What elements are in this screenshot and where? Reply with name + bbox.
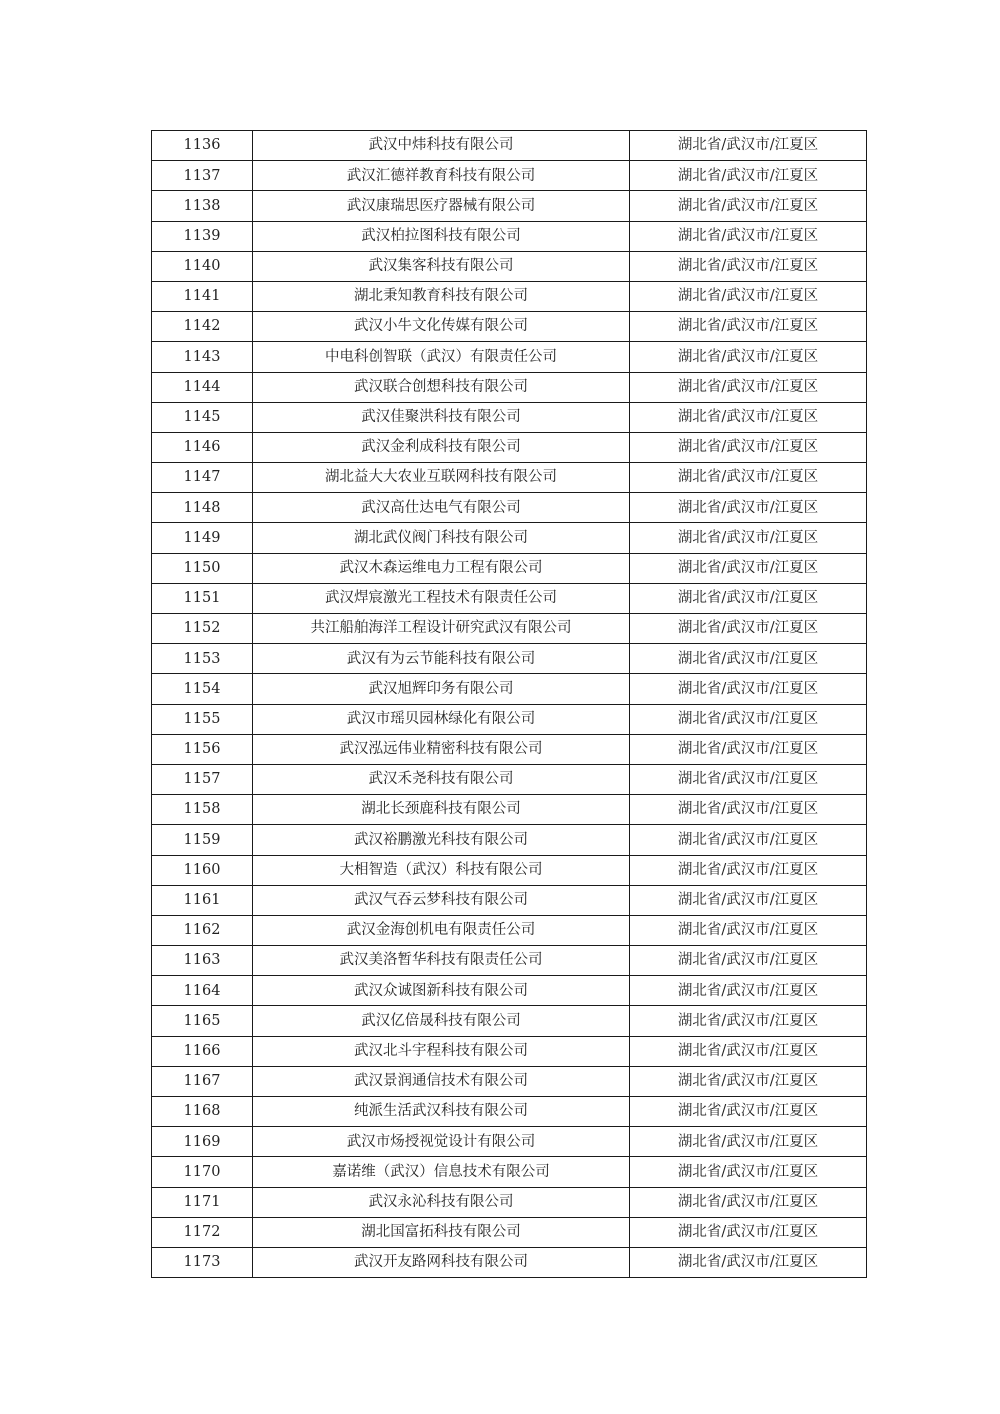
company-name-cell: 共江船舶海洋工程设计研究武汉有限公司 <box>253 614 630 644</box>
company-name-cell: 武汉美洛暂华科技有限责任公司 <box>253 946 630 976</box>
region-cell: 湖北省/武汉市/江夏区 <box>630 463 867 493</box>
table-row <box>152 674 867 704</box>
region-cell: 湖北省/武汉市/江夏区 <box>630 583 867 613</box>
row-number-cell: 1141 <box>152 281 253 311</box>
company-name-cell: 武汉景润通信技术有限公司 <box>253 1066 630 1096</box>
company-name-cell: 武汉中炜科技有限公司 <box>253 131 630 161</box>
row-number-cell: 1150 <box>152 553 253 583</box>
table-row <box>152 432 867 462</box>
company-name-cell: 武汉众诚图新科技有限公司 <box>253 976 630 1006</box>
region-cell: 湖北省/武汉市/江夏区 <box>630 493 867 523</box>
region-cell: 湖北省/武汉市/江夏区 <box>630 523 867 553</box>
table-row <box>152 251 867 281</box>
table-row <box>152 704 867 734</box>
table-row <box>152 463 867 493</box>
row-number-cell: 1140 <box>152 251 253 281</box>
row-number-cell: 1159 <box>152 825 253 855</box>
table-row <box>152 342 867 372</box>
region-cell: 湖北省/武汉市/江夏区 <box>630 946 867 976</box>
region-cell: 湖北省/武汉市/江夏区 <box>630 795 867 825</box>
company-name-cell: 武汉北斗宇程科技有限公司 <box>253 1036 630 1066</box>
table-row <box>152 191 867 221</box>
company-table-body <box>152 131 867 1278</box>
region-cell: 湖北省/武汉市/江夏区 <box>630 553 867 583</box>
row-number-cell: 1154 <box>152 674 253 704</box>
region-cell: 湖北省/武汉市/江夏区 <box>630 704 867 734</box>
company-name-cell: 武汉集客科技有限公司 <box>253 251 630 281</box>
region-cell: 湖北省/武汉市/江夏区 <box>630 614 867 644</box>
table-row <box>152 553 867 583</box>
table-row <box>152 885 867 915</box>
row-number-cell: 1148 <box>152 493 253 523</box>
region-cell: 湖北省/武汉市/江夏区 <box>630 1247 867 1277</box>
company-name-cell: 武汉亿倍晟科技有限公司 <box>253 1006 630 1036</box>
table-row <box>152 1097 867 1127</box>
row-number-cell: 1168 <box>152 1097 253 1127</box>
table-row <box>152 493 867 523</box>
row-number-cell: 1160 <box>152 855 253 885</box>
row-number-cell: 1142 <box>152 312 253 342</box>
region-cell: 湖北省/武汉市/江夏区 <box>630 764 867 794</box>
table-row <box>152 976 867 1006</box>
row-number-cell: 1143 <box>152 342 253 372</box>
row-number-cell: 1170 <box>152 1157 253 1187</box>
row-number-cell: 1137 <box>152 161 253 191</box>
table-row <box>152 734 867 764</box>
table-row <box>152 915 867 945</box>
table-row <box>152 221 867 251</box>
region-cell: 湖北省/武汉市/江夏区 <box>630 1157 867 1187</box>
company-name-cell: 武汉柏拉图科技有限公司 <box>253 221 630 251</box>
region-cell: 湖北省/武汉市/江夏区 <box>630 1006 867 1036</box>
table-row <box>152 1036 867 1066</box>
table-row <box>152 764 867 794</box>
company-name-cell: 武汉泓远伟业精密科技有限公司 <box>253 734 630 764</box>
company-name-cell: 武汉焊宸激光工程技术有限责任公司 <box>253 583 630 613</box>
row-number-cell: 1139 <box>152 221 253 251</box>
company-name-cell: 武汉木森运维电力工程有限公司 <box>253 553 630 583</box>
row-number-cell: 1157 <box>152 764 253 794</box>
company-name-cell: 武汉开友路网科技有限公司 <box>253 1247 630 1277</box>
row-number-cell: 1152 <box>152 614 253 644</box>
table-row <box>152 946 867 976</box>
region-cell: 湖北省/武汉市/江夏区 <box>630 191 867 221</box>
row-number-cell: 1172 <box>152 1217 253 1247</box>
region-cell: 湖北省/武汉市/江夏区 <box>630 674 867 704</box>
row-number-cell: 1167 <box>152 1066 253 1096</box>
company-name-cell: 武汉高仕达电气有限公司 <box>253 493 630 523</box>
company-name-cell: 武汉永沁科技有限公司 <box>253 1187 630 1217</box>
company-name-cell: 湖北长颈鹿科技有限公司 <box>253 795 630 825</box>
company-name-cell: 武汉市瑶贝园林绿化有限公司 <box>253 704 630 734</box>
company-name-cell: 武汉金海创机电有限责任公司 <box>253 915 630 945</box>
table-row <box>152 131 867 161</box>
table-row <box>152 372 867 402</box>
company-name-cell: 武汉康瑞思医疗器械有限公司 <box>253 191 630 221</box>
table-row <box>152 1006 867 1036</box>
row-number-cell: 1162 <box>152 915 253 945</box>
table-row <box>152 795 867 825</box>
row-number-cell: 1147 <box>152 463 253 493</box>
company-name-cell: 武汉佳聚洪科技有限公司 <box>253 402 630 432</box>
table-row <box>152 161 867 191</box>
company-name-cell: 武汉市炀授视觉设计有限公司 <box>253 1127 630 1157</box>
row-number-cell: 1151 <box>152 583 253 613</box>
row-number-cell: 1165 <box>152 1006 253 1036</box>
company-name-cell: 湖北益大大农业互联网科技有限公司 <box>253 463 630 493</box>
company-name-cell: 中电科创智联（武汉）有限责任公司 <box>253 342 630 372</box>
region-cell: 湖北省/武汉市/江夏区 <box>630 915 867 945</box>
row-number-cell: 1146 <box>152 432 253 462</box>
table-row <box>152 855 867 885</box>
table-row <box>152 644 867 674</box>
company-name-cell: 湖北武仪阀门科技有限公司 <box>253 523 630 553</box>
company-name-cell: 湖北秉知教育科技有限公司 <box>253 281 630 311</box>
row-number-cell: 1158 <box>152 795 253 825</box>
row-number-cell: 1145 <box>152 402 253 432</box>
table-row <box>152 614 867 644</box>
region-cell: 湖北省/武汉市/江夏区 <box>630 251 867 281</box>
row-number-cell: 1153 <box>152 644 253 674</box>
region-cell: 湖北省/武汉市/江夏区 <box>630 1097 867 1127</box>
table-row <box>152 583 867 613</box>
row-number-cell: 1169 <box>152 1127 253 1157</box>
region-cell: 湖北省/武汉市/江夏区 <box>630 855 867 885</box>
region-cell: 湖北省/武汉市/江夏区 <box>630 131 867 161</box>
row-number-cell: 1144 <box>152 372 253 402</box>
table-row <box>152 1187 867 1217</box>
region-cell: 湖北省/武汉市/江夏区 <box>630 1066 867 1096</box>
region-cell: 湖北省/武汉市/江夏区 <box>630 1127 867 1157</box>
row-number-cell: 1136 <box>152 131 253 161</box>
table-row <box>152 825 867 855</box>
region-cell: 湖北省/武汉市/江夏区 <box>630 342 867 372</box>
row-number-cell: 1166 <box>152 1036 253 1066</box>
company-name-cell: 武汉有为云节能科技有限公司 <box>253 644 630 674</box>
company-name-cell: 大相智造（武汉）科技有限公司 <box>253 855 630 885</box>
region-cell: 湖北省/武汉市/江夏区 <box>630 161 867 191</box>
row-number-cell: 1171 <box>152 1187 253 1217</box>
region-cell: 湖北省/武汉市/江夏区 <box>630 885 867 915</box>
table-row <box>152 1066 867 1096</box>
region-cell: 湖北省/武汉市/江夏区 <box>630 281 867 311</box>
company-name-cell: 武汉金利成科技有限公司 <box>253 432 630 462</box>
region-cell: 湖北省/武汉市/江夏区 <box>630 1036 867 1066</box>
region-cell: 湖北省/武汉市/江夏区 <box>630 976 867 1006</box>
row-number-cell: 1149 <box>152 523 253 553</box>
table-row <box>152 281 867 311</box>
company-name-cell: 武汉小牛文化传媒有限公司 <box>253 312 630 342</box>
table-row <box>152 1247 867 1277</box>
row-number-cell: 1138 <box>152 191 253 221</box>
table-row <box>152 523 867 553</box>
table-row <box>152 1217 867 1247</box>
row-number-cell: 1156 <box>152 734 253 764</box>
row-number-cell: 1155 <box>152 704 253 734</box>
company-name-cell: 纯派生活武汉科技有限公司 <box>253 1097 630 1127</box>
row-number-cell: 1173 <box>152 1247 253 1277</box>
row-number-cell: 1163 <box>152 946 253 976</box>
table-row <box>152 402 867 432</box>
company-name-cell: 嘉诺维（武汉）信息技术有限公司 <box>253 1157 630 1187</box>
company-name-cell: 武汉汇德祥教育科技有限公司 <box>253 161 630 191</box>
company-name-cell: 武汉气吞云梦科技有限公司 <box>253 885 630 915</box>
region-cell: 湖北省/武汉市/江夏区 <box>630 432 867 462</box>
region-cell: 湖北省/武汉市/江夏区 <box>630 402 867 432</box>
company-name-cell: 湖北国富拓科技有限公司 <box>253 1217 630 1247</box>
company-name-cell: 武汉裕鹏激光科技有限公司 <box>253 825 630 855</box>
region-cell: 湖北省/武汉市/江夏区 <box>630 221 867 251</box>
region-cell: 湖北省/武汉市/江夏区 <box>630 1217 867 1247</box>
table-row <box>152 1157 867 1187</box>
region-cell: 湖北省/武汉市/江夏区 <box>630 644 867 674</box>
table-row <box>152 1127 867 1157</box>
region-cell: 湖北省/武汉市/江夏区 <box>630 825 867 855</box>
company-name-cell: 武汉旭辉印务有限公司 <box>253 674 630 704</box>
region-cell: 湖北省/武汉市/江夏区 <box>630 734 867 764</box>
region-cell: 湖北省/武汉市/江夏区 <box>630 1187 867 1217</box>
region-cell: 湖北省/武汉市/江夏区 <box>630 372 867 402</box>
company-name-cell: 武汉联合创想科技有限公司 <box>253 372 630 402</box>
company-name-cell: 武汉禾尧科技有限公司 <box>253 764 630 794</box>
table-row <box>152 312 867 342</box>
company-table <box>151 130 867 1278</box>
row-number-cell: 1161 <box>152 885 253 915</box>
row-number-cell: 1164 <box>152 976 253 1006</box>
region-cell: 湖北省/武汉市/江夏区 <box>630 312 867 342</box>
